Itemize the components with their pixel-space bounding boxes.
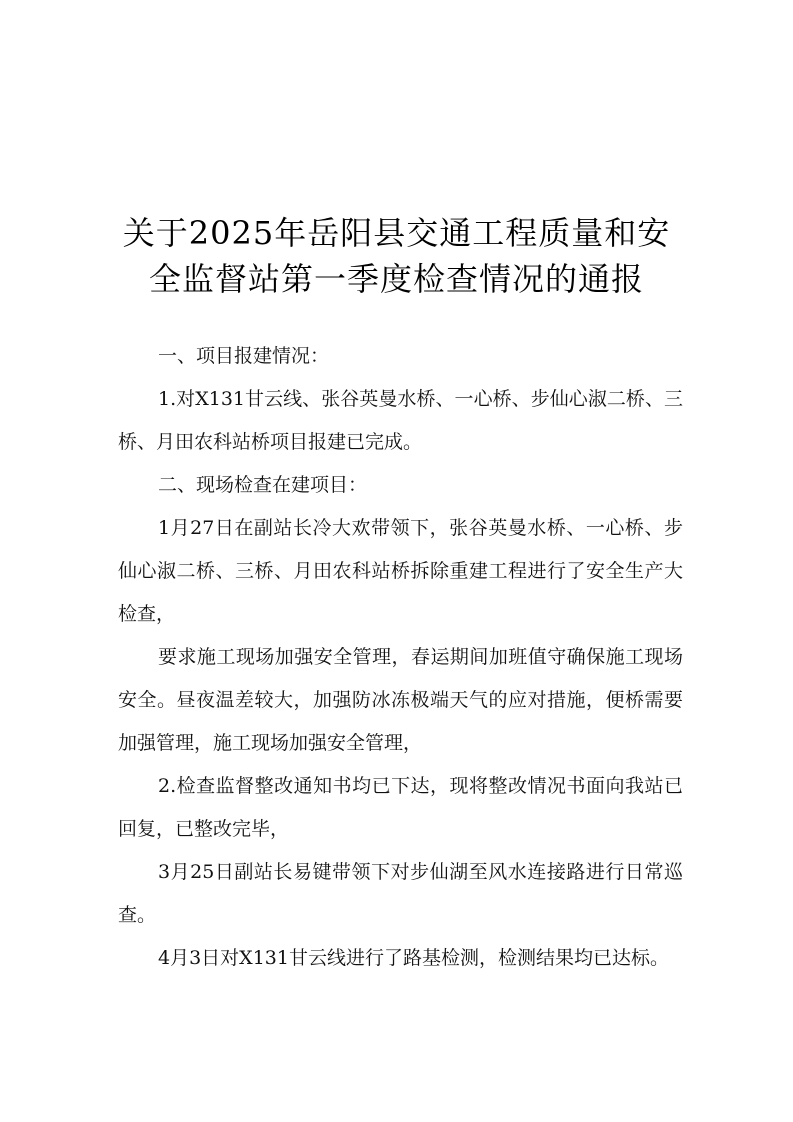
paragraph-safety-requirements: 要求施工现场加强安全管理，春运期间加班值守确保施工现场安全。昼夜温差较大，加强防冰冻极端天气的应对措施，便桥需要加强管理，施工现场加强安全管理，: [118, 646, 683, 754]
document-title: [110, 210, 683, 302]
section-heading-site-inspection: 二、现场检查在建项目：: [158, 474, 368, 496]
paragraph-april-testing: 4月3日对X131甘云线进行了路基检测，检测结果均已达标。: [158, 947, 669, 969]
paragraph-registration-complete: 1.对X131甘云线、张谷英曼水桥、一心桥、步仙心淑二桥、三桥、月田农科站桥项目报建已完成。: [118, 388, 683, 453]
paragraph-rectification: 2.检查监督整改通知书均已下达，现将整改情况书面向我站已回复，已整改完毕，: [118, 775, 683, 840]
section-heading-project-registration: 一、项目报建情况：: [158, 345, 330, 367]
title-line-2: 全监督站第一季度检查情况的通报: [148, 260, 644, 298]
title-line-1: 关于2025年岳阳县交通工程质量和安: [122, 214, 671, 252]
paragraph-march-inspection: 3月25日副站长易键带领下对步仙湖至风水连接路进行日常巡查。: [118, 861, 683, 926]
document-body: [118, 335, 683, 980]
paragraph-jan-inspection: 1月27日在副站长冷大欢带领下，张谷英曼水桥、一心桥、步仙心淑二桥、三桥、月田农科站桥拆除重建工程进行了安全生产大检查，: [118, 517, 683, 625]
